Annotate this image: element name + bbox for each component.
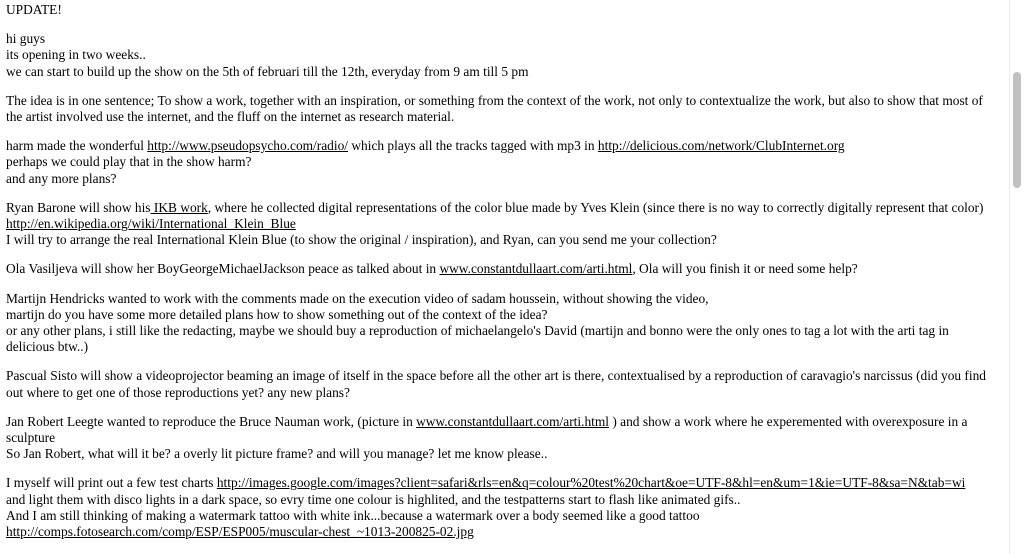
greeting-paragraph xyxy=(6,31,996,80)
disco-lights-text: and light them with disco lights in a dark space, so evry time one colour is highlited, and the testpatterns start to flash like animated gifs.. xyxy=(6,491,741,507)
ryan-paragraph xyxy=(6,200,996,249)
post-content xyxy=(6,2,996,553)
harm-plans-question: and any more plans? xyxy=(6,170,117,186)
idea-paragraph xyxy=(6,93,996,125)
tattoo-text: And I am still thinking of making a watermark tattoo with white ink...because a watermark over a body seemed like a good tattoo xyxy=(6,507,700,523)
build-up-line: we can start to build up the show on the 5th of februari till the 12th, everyday from 9 am till 5 pm xyxy=(6,63,529,79)
delicious-clubinternet-link[interactable]: http://delicious.com/network/ClubInternet.org xyxy=(597,138,845,154)
jan-question: So Jan Robert, what will it be? a overly lit picture frame? and will you manage? let me know please.. xyxy=(6,446,548,462)
martijn-plans: or any other plans, i still like the redacting, maybe we should buy a reproduction of michaelangelo's David (martijn and bonno were the only ones to tag a lot with the arti tag in delicious btw..) xyxy=(6,323,949,355)
martijn-question: martijn do you have some more detailed plans how to show something out of the context of the idea? xyxy=(6,306,548,322)
jan-text: Jan Robert Leegte wanted to reproduce the Bruce Nauman work, (picture in xyxy=(6,413,417,429)
harm-question: perhaps we could play that in the show harm? xyxy=(6,154,252,170)
jan-paragraph xyxy=(6,414,996,463)
greeting-line: hi guys xyxy=(6,31,46,47)
self-text: I myself will print out a few test charts xyxy=(6,475,217,491)
ryan-text: Ryan Barone will show his xyxy=(6,199,151,215)
pascual-paragraph xyxy=(6,368,996,400)
ola-paragraph xyxy=(6,261,996,277)
pseudopsycho-radio-link[interactable]: http://www.pseudopsycho.com/radio/ xyxy=(147,138,349,154)
opening-line: its opening in two weeks.. xyxy=(6,47,146,63)
ikb-work-link[interactable]: IKB work xyxy=(150,199,208,215)
scrollbar-thumb[interactable] xyxy=(1013,72,1021,188)
pascual-text: Pascual Sisto will show a videoprojector beaming an image of itself in the space before all the other art is there, contextualised by a reproduction of caravagio's narcissus (did you find out where to get one of those reproductions yet? any new plans? xyxy=(6,368,987,400)
update-heading xyxy=(6,2,996,18)
constantdullaart-arti-link[interactable]: www.constantdullaart.com/arti.html xyxy=(439,261,633,277)
google-test-chart-link[interactable]: http://images.google.com/images?client=safari&rls=en&q=colour%20test%20chart&oe=UTF-8&hl=en&um=1&ie=UTF-8&sa=N&tab=wi xyxy=(216,475,966,491)
martijn-paragraph xyxy=(6,291,996,356)
ola-text: , Ola will you finish it or need some help? xyxy=(632,261,858,277)
ola-text: Ola Vasiljeva will show her BoyGeorgeMichaelJackson peace as talked about in xyxy=(6,261,440,277)
fotosearch-chest-link[interactable]: http://comps.fotosearch.com/comp/ESP/ESP005/muscular-chest_~1013-200825-02.jpg xyxy=(6,524,474,540)
ryan-text: , where he collected digital representations of the color blue made by Yves Klein (since there is no way to correctly digitally represent that color) xyxy=(207,199,984,215)
harm-text: harm made the wonderful xyxy=(6,138,148,154)
ryan-request: I will try to arrange the real International Klein Blue (to show the original / inspiration), and Ryan, can you send me your collection? xyxy=(6,232,717,248)
update-heading-text: UPDATE! xyxy=(6,2,62,17)
harm-paragraph xyxy=(6,138,996,187)
idea-text: The idea is in one sentence; To show a work, together with an inspiration, or something from the context of the work, not only to contextualize the work, but also to show that most of the artist involved use the internet, and the fluff on the internet as research material. xyxy=(6,92,983,125)
constantdullaart-arti-link[interactable]: www.constantdullaart.com/arti.html xyxy=(416,413,610,429)
martijn-text: Martijn Hendricks wanted to work with the comments made on the execution video of sadam houssein, without showing the video, xyxy=(6,290,709,306)
self-paragraph xyxy=(6,475,996,540)
wikipedia-klein-blue-link[interactable]: http://en.wikipedia.org/wiki/International_Klein_Blue xyxy=(6,216,296,232)
vertical-scrollbar[interactable] xyxy=(1009,0,1024,554)
jan-text: ) and show a work where he experemented with overexposure in a sculpture xyxy=(6,413,968,446)
harm-text: which plays all the tracks tagged with mp3 in xyxy=(348,138,598,154)
